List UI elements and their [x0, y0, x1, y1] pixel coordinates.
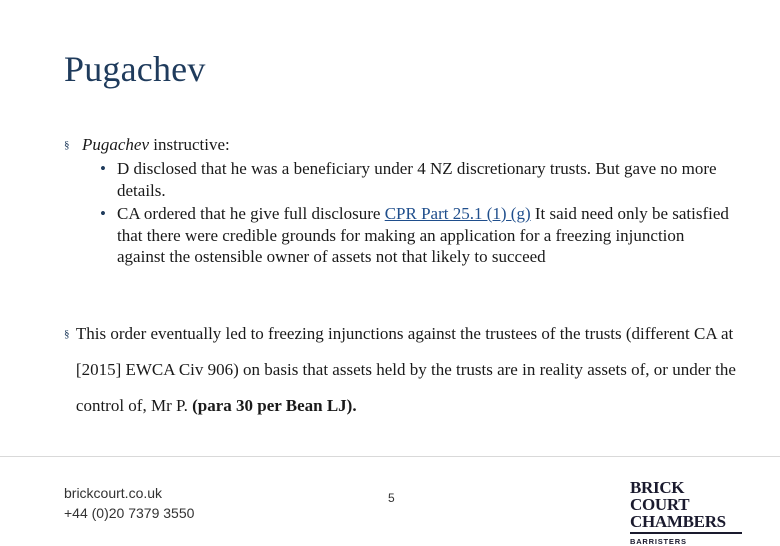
logo-rule — [630, 532, 742, 534]
bullet-text: This order eventually led to freezing injunctions against the trustees of the trusts (different CA at [2015] EWCA Civ 906) on basis that assets held by the trusts are in reality assets of, or under the control of, Mr P. (para 30 per Bean LJ). — [75, 324, 736, 415]
square-bullet-icon: § — [64, 139, 70, 151]
logo-line-3: BARRISTERS — [630, 537, 687, 546]
phone: +44 (0)20 7379 3550 — [64, 505, 195, 521]
sub-bullet-text: CA ordered that he give full disclosure CPR Part 25.1 (1) (g) It said need only be satisfied that there were credible grounds for making an application for a freezing injunction against the ostensible owner of assets not that likely to succeed — [117, 204, 729, 266]
bullet-text: Pugachev instructive: — [82, 135, 230, 154]
logo-line-2: CHAMBERS — [630, 512, 726, 531]
website: brickcourt.co.uk — [64, 485, 163, 501]
cpr-link[interactable]: CPR Part 25.1 (1) (g) — [384, 204, 531, 223]
contact-info — [64, 483, 194, 523]
brick-court-logo — [630, 479, 742, 546]
square-bullet-icon: § — [64, 328, 70, 340]
bullet-pugachev — [64, 134, 744, 268]
sub-bullet-text: D disclosed that he was a beneficiary under 4 NZ discretionary trusts. But gave no more details. — [117, 159, 717, 200]
sub-bullet-ordered — [100, 203, 730, 268]
dot-bullet-icon: • — [100, 204, 106, 223]
footer — [0, 456, 780, 546]
logo-line-1: BRICK COURT — [630, 478, 690, 514]
sub-bullet-disclosed — [100, 158, 730, 201]
dot-bullet-icon: • — [100, 159, 106, 178]
slide-title: Pugachev — [64, 49, 206, 89]
case-name: Pugachev — [82, 135, 150, 154]
bullet-freezing-injunctions — [64, 316, 754, 424]
citation: (para 30 per Bean LJ). — [192, 396, 357, 415]
page-number: 5 — [388, 491, 395, 505]
